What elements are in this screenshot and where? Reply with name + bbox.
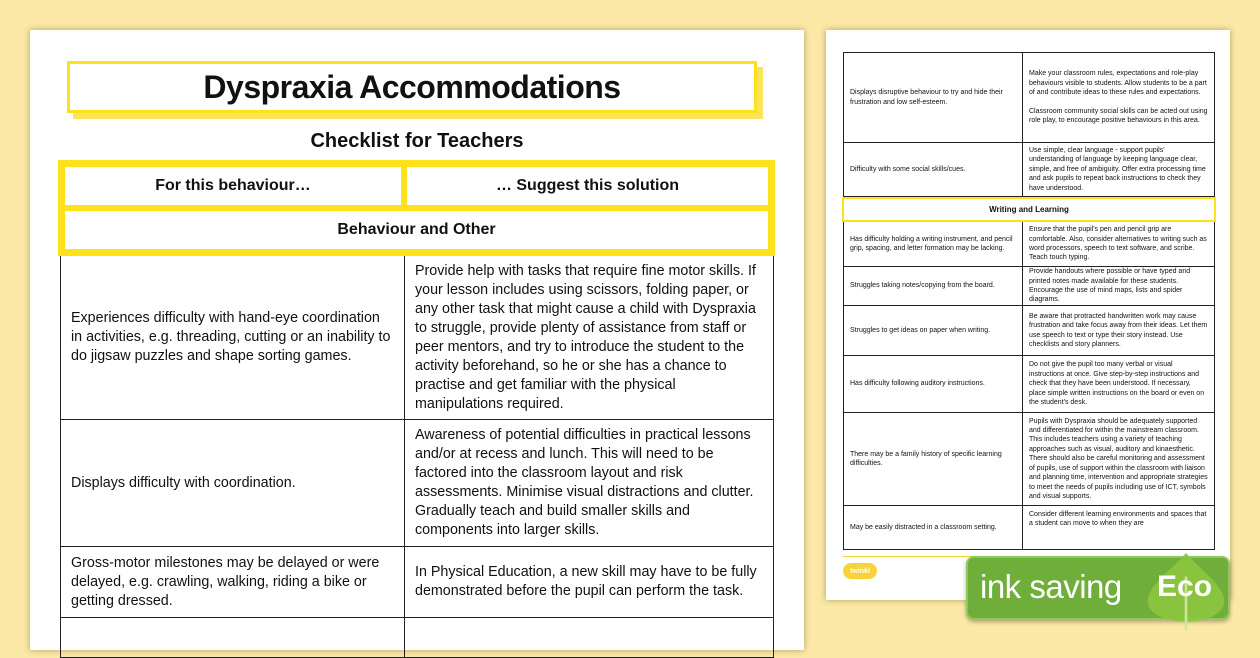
section-header: Writing and Learning	[842, 197, 1216, 222]
behaviour-cell: Displays difficulty with coordination.	[61, 420, 405, 546]
footer-divider	[843, 556, 983, 557]
table-row	[843, 143, 1215, 197]
behaviour-cell: Displays disruptive behaviour to try and hide their frustration and low self-esteem.	[844, 53, 1023, 142]
table-row	[843, 413, 1215, 506]
behaviour-cell: Gross-motor milestones may be delayed or were delayed, e.g. crawling, walking, riding a bike or getting dressed.	[61, 547, 405, 617]
solution-cell: Awareness of potential difficulties in practical lessons and/or at recess and lunch. This will need to be factored into the classroom layout and risk assessments. Minimise visual distractions and clutter. Gradually teach and build smaller skills and components into larger skills.	[415, 427, 754, 538]
page-title: Dyspraxia Accommodations	[67, 61, 757, 113]
behaviour-cell: Has difficulty following auditory instructions.	[844, 356, 1023, 412]
behaviour-cell: Difficulty with some social skills/cues.	[844, 143, 1023, 196]
table-row	[60, 547, 774, 618]
solution-cell: Use simple, clear language - support pupils' understanding of language by keeping language clear, simple, and free of ambiguity. Offer extra processing time and ask pupils to repeat back instructions to check they have understood.	[1029, 146, 1206, 192]
solution-cell: Consider different learning environments and spaces that a student can move to when they are	[1029, 511, 1207, 528]
solution-text: Classroom community social skills can be acted out using role play, to encourage positive behaviours in this area.	[1029, 107, 1208, 125]
solution-cell: Ensure that the pupil's pen and pencil grip are comfortable. Also, consider alternatives to writing such as word processors, speech to text software, and scribe. Teach touch typing.	[1029, 226, 1207, 262]
solution-cell: In Physical Education, a new skill may have to be fully demonstrated before the pupil can perform the task.	[415, 564, 757, 599]
solution-cell	[1023, 53, 1214, 142]
table-row	[843, 52, 1215, 143]
table-row-partial	[60, 618, 774, 658]
table-row	[843, 222, 1215, 267]
twinkl-logo: twinkl	[843, 563, 877, 579]
behaviour-cell: Has difficulty holding a writing instrument, and pencil grip, spacing, and letter formation may be lacking.	[844, 222, 1023, 266]
behaviour-cell: May be easily distracted in a classroom setting.	[844, 506, 1023, 549]
document-page-preview-1	[30, 30, 804, 650]
solution-cell: Provide handouts where possible or have typed and printed notes made available for these students. Encourage the use of mind maps, lists and spider diagrams.	[1029, 268, 1191, 304]
section-header: Behaviour and Other	[62, 208, 771, 252]
solution-cell: Do not give the pupil too many verbal or visual instructions at once. Give step-by-step instructions and check that they have been understood. If necessary, place simple written instructions on the board or even on the student's desk.	[1029, 361, 1205, 407]
title-banner	[67, 61, 757, 113]
table-row	[843, 356, 1215, 413]
table-row	[843, 306, 1215, 356]
document-page-preview-2	[826, 30, 1230, 600]
column-header-solution: … Suggest this solution	[404, 164, 771, 208]
solution-text: Make your classroom rules, expectations and role-play behaviours visible to students. Allow students to be a part of and contribute ideas to these rules and expectations.	[1029, 70, 1207, 97]
behaviour-cell: Struggles taking notes/copying from the board.	[844, 267, 1023, 305]
page-subtitle: Checklist for Teachers	[310, 130, 524, 152]
table-row	[843, 267, 1215, 306]
table-row	[60, 256, 774, 420]
behaviour-cell: Experiences difficulty with hand-eye coordination in activities, e.g. threading, cutting or an inability to do jigsaw puzzles and shape sorting games.	[61, 256, 405, 419]
column-header-behaviour: For this behaviour…	[62, 164, 404, 208]
ink-saving-label: ink saving	[980, 568, 1122, 605]
solution-cell: Provide help with tasks that require fine motor skills. If your lesson includes using scissors, folding paper, or any other task that might cause a child with Dyspraxia to struggle, provide plenty of assistance from staff or peer mentors, and try to introduce the student to the activity beforehand, so he or she has a chance to practise and get familiar with the physical manipulations required.	[415, 262, 756, 412]
solution-cell: Pupils with Dyspraxia should be adequately supported and differentiated for within the mainstream classroom. This includes teachers using a variety of teaching approaches such as visual, auditory and kinaesthetic. There should also be careful monitoring and assessment of pupils, use of support within the classroom with liaison and planning time, intervention and appropriate strategies to meet the needs of pupils including use of ICT, symbols and visual supports.	[1029, 417, 1208, 500]
eco-label: Eco	[1157, 570, 1213, 603]
behaviour-cell: Struggles to get ideas on paper when writing.	[844, 306, 1023, 355]
table-row	[843, 506, 1215, 550]
behaviour-cell: There may be a family history of specific learning difficulties.	[844, 413, 1023, 505]
table-row	[60, 420, 774, 547]
solution-cell: Be aware that protracted handwritten work may cause frustration and take focus away from their ideas. Let them use speech to text or type their story instead. Use checklists and story planners.	[1029, 312, 1208, 348]
